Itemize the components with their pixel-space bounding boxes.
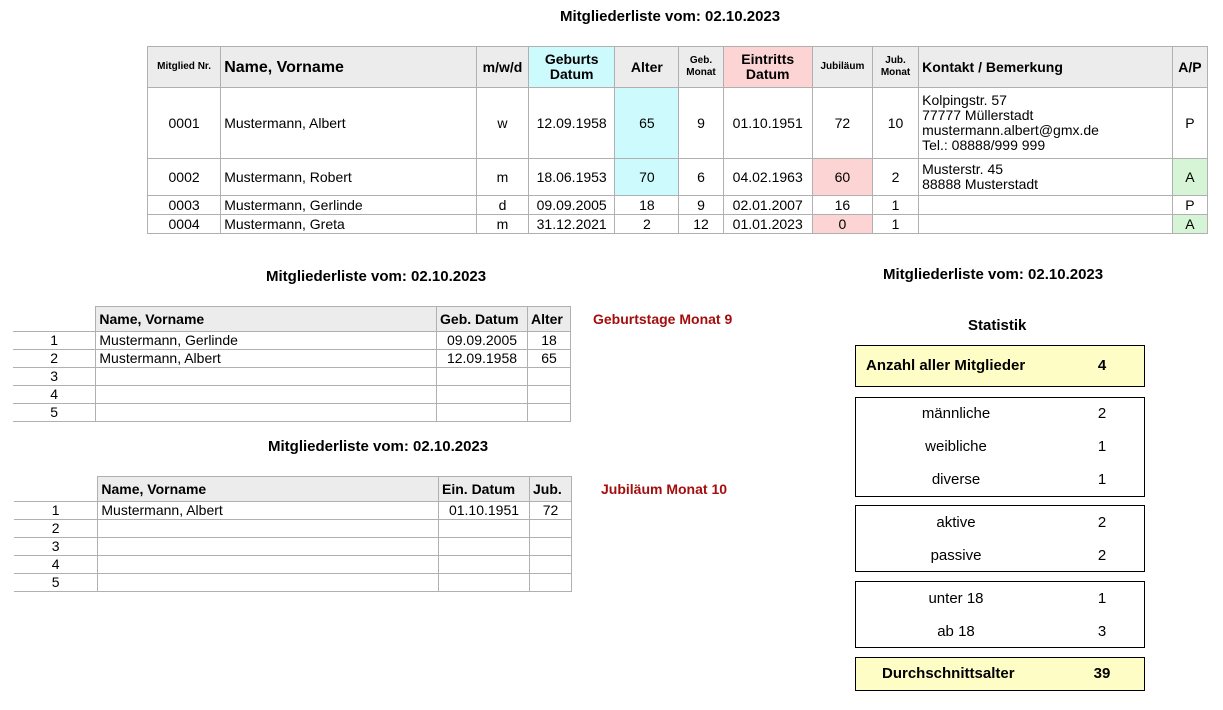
header-birth-month: Geb. Monat (679, 47, 723, 88)
cell-age: 2 (615, 215, 679, 234)
cell-ap: A (1172, 215, 1207, 234)
cell-birth-date: 12.09.1958 (529, 88, 615, 159)
contact-line: Kolpingstr. 57 (922, 92, 1007, 108)
birthdays-table (13, 306, 571, 422)
cell-jubilee: 60 (812, 159, 872, 196)
table-row (14, 538, 572, 556)
row-number: 2 (14, 520, 98, 538)
table-row (13, 350, 571, 368)
birthdays-title: Mitgliederliste vom: 02.10.2023 (266, 268, 487, 285)
cell-gender: m (476, 159, 528, 196)
row-number: 4 (14, 556, 98, 574)
table-row (13, 332, 571, 350)
average-age-box (855, 657, 1145, 691)
header-contact: Kontakt / Bemerkung (919, 47, 1173, 88)
table-row (13, 404, 571, 422)
cell-contact (919, 196, 1173, 215)
total-label: Anzahl aller Mitglieder (866, 357, 1026, 374)
cell-jubilee: 72 (812, 88, 872, 159)
row-number: 1 (13, 332, 96, 350)
cell-value (527, 404, 570, 422)
table-row (14, 502, 572, 520)
cell-date (439, 574, 530, 592)
diverse-label: diverse (931, 471, 981, 488)
passive-label: passive (930, 547, 982, 564)
header-age: Alter (615, 47, 679, 88)
header-birth-date: Geburts Datum (529, 47, 615, 88)
jubilees-title: Mitgliederliste vom: 02.10.2023 (268, 438, 489, 455)
agegroup-box (855, 581, 1145, 648)
cell-birth-date: 31.12.2021 (529, 215, 615, 234)
average-age-value: 39 (1093, 665, 1111, 682)
cell-date: 12.09.1958 (437, 350, 528, 368)
male-value: 2 (1097, 405, 1107, 422)
female-label: weibliche (925, 438, 987, 455)
cell-jubilee: 16 (812, 196, 872, 215)
cell-nr: 0001 (148, 88, 221, 159)
female-value: 1 (1097, 438, 1107, 455)
header-nr: Mitglied Nr. (148, 47, 221, 88)
row-number: 4 (13, 386, 96, 404)
row-number: 5 (13, 404, 96, 422)
average-age-label: Durchschnittsalter (882, 665, 1015, 682)
cell-birth-month: 12 (679, 215, 723, 234)
cell-value (529, 574, 571, 592)
cell-value: 18 (527, 332, 570, 350)
header-spacer (14, 477, 98, 502)
main-title: Mitgliederliste vom: 02.10.2023 (560, 8, 781, 25)
cell-entry-date: 01.01.2023 (723, 215, 812, 234)
cell-nr: 0003 (148, 196, 221, 215)
cell-name: Mustermann, Robert (221, 159, 477, 196)
over18-label: ab 18 (937, 623, 975, 640)
header-jubilee: Jub. (529, 477, 571, 502)
cell-nr: 0002 (148, 159, 221, 196)
cell-jubilee-month: 2 (872, 159, 918, 196)
header-spacer (13, 307, 96, 332)
cell-entry-date: 01.10.1951 (723, 88, 812, 159)
header-name: Name, Vorname (221, 47, 477, 88)
cell-jubilee-month: 1 (872, 215, 918, 234)
cell-name (98, 520, 439, 538)
jubilees-table (14, 476, 572, 592)
table-row (148, 88, 1208, 159)
cell-name (96, 404, 437, 422)
cell-name: Mustermann, Albert (98, 502, 439, 520)
cell-contact (919, 88, 1173, 159)
row-number: 2 (13, 350, 96, 368)
cell-value (527, 368, 570, 386)
passive-value: 2 (1097, 547, 1107, 564)
cell-name (98, 556, 439, 574)
header-jubilee-month: Jub. Monat (872, 47, 918, 88)
cell-birth-month: 9 (679, 88, 723, 159)
cell-date (437, 404, 528, 422)
cell-name (98, 574, 439, 592)
jubilees-label: Jubiläum Monat 10 (601, 481, 728, 497)
under18-label: unter 18 (928, 590, 984, 607)
header-age: Alter (527, 307, 570, 332)
row-number: 5 (14, 574, 98, 592)
header-ap: A/P (1172, 47, 1207, 88)
table-row (14, 574, 572, 592)
cell-date (437, 386, 528, 404)
contact-line: mustermann.albert@gmx.de (922, 122, 1099, 138)
cell-gender: d (476, 196, 528, 215)
cell-name: Mustermann, Greta (221, 215, 477, 234)
cell-age: 70 (615, 159, 679, 196)
gender-box (855, 397, 1145, 497)
cell-name: Mustermann, Albert (221, 88, 477, 159)
header-jubilee: Jubiläum (812, 47, 872, 88)
cell-age: 18 (615, 196, 679, 215)
header-date: Geb. Datum (437, 307, 528, 332)
header-name: Name, Vorname (98, 477, 439, 502)
table-row (14, 556, 572, 574)
cell-date (437, 368, 528, 386)
cell-name (98, 538, 439, 556)
active-label: aktive (936, 514, 976, 531)
cell-value: 72 (529, 502, 571, 520)
cell-date: 09.09.2005 (437, 332, 528, 350)
activity-box (855, 505, 1145, 572)
cell-value (529, 520, 571, 538)
member-table (147, 46, 1208, 234)
cell-date: 01.10.1951 (439, 502, 530, 520)
total-value: 4 (1097, 357, 1107, 374)
cell-nr: 0004 (148, 215, 221, 234)
cell-birth-date: 09.09.2005 (529, 196, 615, 215)
stats-heading: Statistik (968, 317, 1027, 334)
contact-line: Musterstr. 45 (922, 161, 1004, 177)
cell-birth-month: 6 (679, 159, 723, 196)
cell-name: Mustermann, Gerlinde (96, 332, 437, 350)
cell-entry-date: 02.01.2007 (723, 196, 812, 215)
cell-gender: m (476, 215, 528, 234)
header-name: Name, Vorname (96, 307, 437, 332)
over18-value: 3 (1097, 623, 1107, 640)
table-row (13, 386, 571, 404)
cell-entry-date: 04.02.1963 (723, 159, 812, 196)
cell-date (439, 520, 530, 538)
cell-name (96, 386, 437, 404)
cell-date (439, 538, 530, 556)
diverse-value: 1 (1097, 471, 1107, 488)
row-number: 3 (13, 368, 96, 386)
cell-value (527, 386, 570, 404)
table-row (14, 520, 572, 538)
stats-title: Mitgliederliste vom: 02.10.2023 (883, 266, 1104, 283)
contact-line: Tel.: 08888/999 999 (922, 137, 1046, 153)
active-value: 2 (1097, 514, 1107, 531)
row-number: 3 (14, 538, 98, 556)
cell-date (439, 556, 530, 574)
cell-value: 65 (527, 350, 570, 368)
cell-jubilee-month: 1 (872, 196, 918, 215)
cell-age: 65 (615, 88, 679, 159)
contact-line: 77777 Müllerstadt (922, 107, 1034, 123)
row-number: 1 (14, 502, 98, 520)
cell-name (96, 368, 437, 386)
cell-gender: w (476, 88, 528, 159)
cell-jubilee: 0 (812, 215, 872, 234)
cell-birth-month: 9 (679, 196, 723, 215)
header-entry-date: Eintritts Datum (723, 47, 812, 88)
table-row (13, 368, 571, 386)
cell-value (529, 538, 571, 556)
cell-contact (919, 215, 1173, 234)
birthdays-label: Geburtstage Monat 9 (593, 311, 733, 327)
male-label: männliche (921, 405, 991, 422)
header-date: Ein. Datum (439, 477, 530, 502)
under18-value: 1 (1097, 590, 1107, 607)
cell-ap: P (1172, 88, 1207, 159)
cell-ap: P (1172, 196, 1207, 215)
cell-name: Mustermann, Albert (96, 350, 437, 368)
cell-jubilee-month: 10 (872, 88, 918, 159)
cell-value (529, 556, 571, 574)
table-row (148, 159, 1208, 196)
table-row (148, 215, 1208, 234)
cell-birth-date: 18.06.1953 (529, 159, 615, 196)
total-members-box (855, 345, 1145, 387)
table-row (148, 196, 1208, 215)
cell-name: Mustermann, Gerlinde (221, 196, 477, 215)
cell-contact (919, 159, 1173, 196)
cell-ap: A (1172, 159, 1207, 196)
header-gender: m/w/d (476, 47, 528, 88)
contact-line: 88888 Musterstadt (922, 176, 1039, 192)
